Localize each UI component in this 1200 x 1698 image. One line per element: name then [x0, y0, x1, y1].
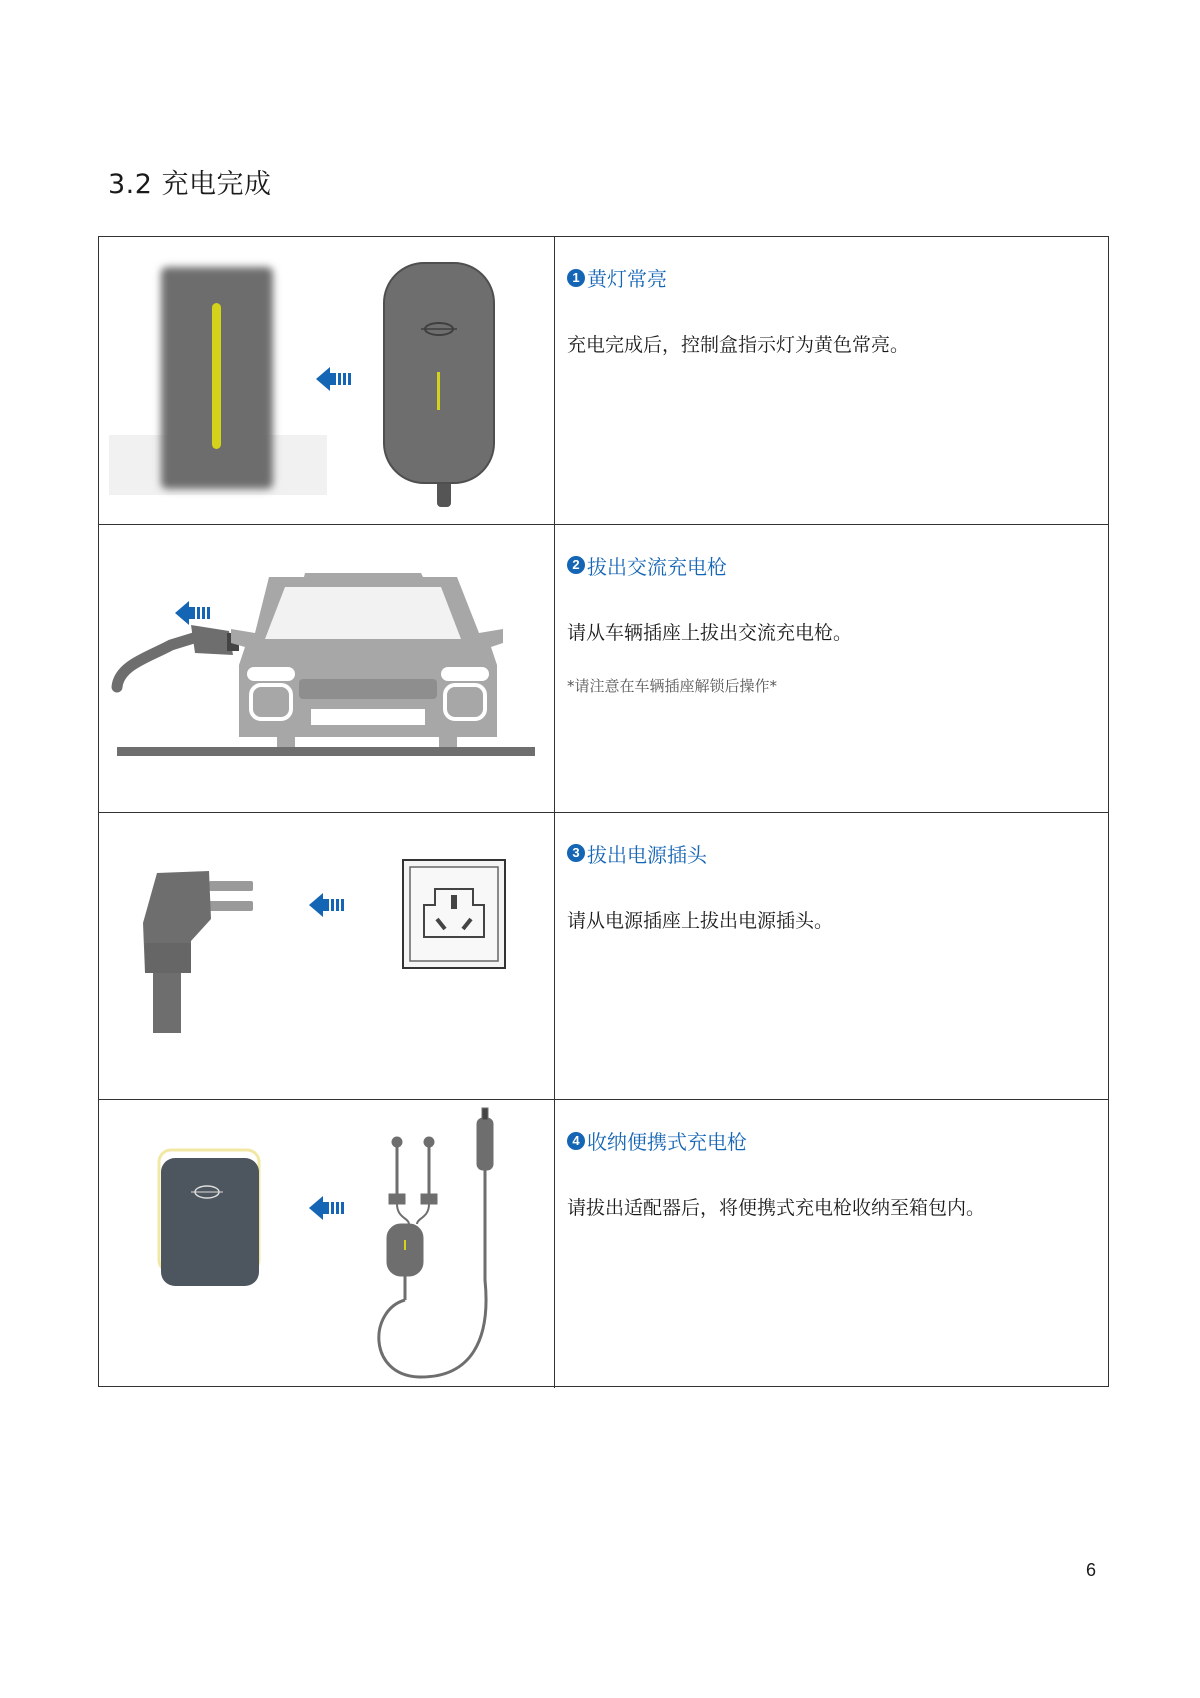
step-row — [99, 525, 1108, 813]
section-title: 3.2 充电完成 — [108, 169, 272, 200]
portable-charger-illustration — [379, 1108, 493, 1377]
step-number-badge: 3 — [567, 844, 585, 862]
step-row — [99, 813, 1108, 1101]
step-title-text: 收纳便携式充电枪 — [587, 1130, 747, 1155]
step-description: 请拔出适配器后，将便携式充电枪收纳至箱包内。 — [567, 1197, 986, 1220]
step-illustration-yellow-light — [99, 237, 555, 524]
step-description: 充电完成后，控制盒指示灯为黄色常亮。 — [567, 334, 910, 356]
step-title — [567, 551, 1098, 580]
yellow-indicator-light — [437, 372, 440, 410]
step-number-badge: 4 — [567, 1132, 585, 1150]
arrow-left-icon — [316, 367, 351, 391]
step-number-badge: 1 — [567, 269, 585, 287]
arrow-left-icon — [175, 601, 210, 625]
car-front-illustration — [231, 573, 503, 747]
arrow-left-icon — [309, 893, 344, 917]
power-plug-illustration — [143, 871, 253, 1033]
charging-complete-steps-table — [98, 236, 1109, 1387]
wall-socket-illustration — [403, 860, 505, 968]
arrow-left-icon — [309, 1196, 344, 1220]
step-illustration-unplug-car — [99, 525, 555, 812]
step-title — [567, 263, 1098, 292]
step-row — [99, 237, 1108, 525]
yellow-indicator-light-zoom — [212, 303, 221, 449]
headlight-left — [247, 667, 295, 681]
step-title — [567, 839, 1098, 868]
ground-line — [117, 747, 535, 756]
charging-gun-illustration — [117, 625, 239, 687]
step-title-text: 黄灯常亮 — [587, 267, 667, 291]
step-title — [567, 1126, 1098, 1155]
step-description: 请从车辆插座上拔出交流充电枪。 — [567, 621, 853, 644]
storage-bag-illustration — [159, 1150, 259, 1286]
step-description: 请从电源插座上拔出电源插头。 — [567, 909, 834, 932]
step-row — [99, 1100, 1108, 1388]
step-title-text: 拔出电源插头 — [587, 842, 707, 867]
page-number: 6 — [1086, 1560, 1097, 1580]
headlight-right — [441, 667, 489, 681]
step-note: *请注意在车辆插座解锁后操作* — [567, 676, 778, 695]
step-illustration-store-charger — [99, 1100, 555, 1388]
control-box-illustration — [384, 263, 494, 507]
step-title-text: 拔出交流充电枪 — [587, 554, 727, 579]
step-illustration-unplug-power — [99, 813, 555, 1100]
step-number-badge: 2 — [567, 556, 585, 574]
